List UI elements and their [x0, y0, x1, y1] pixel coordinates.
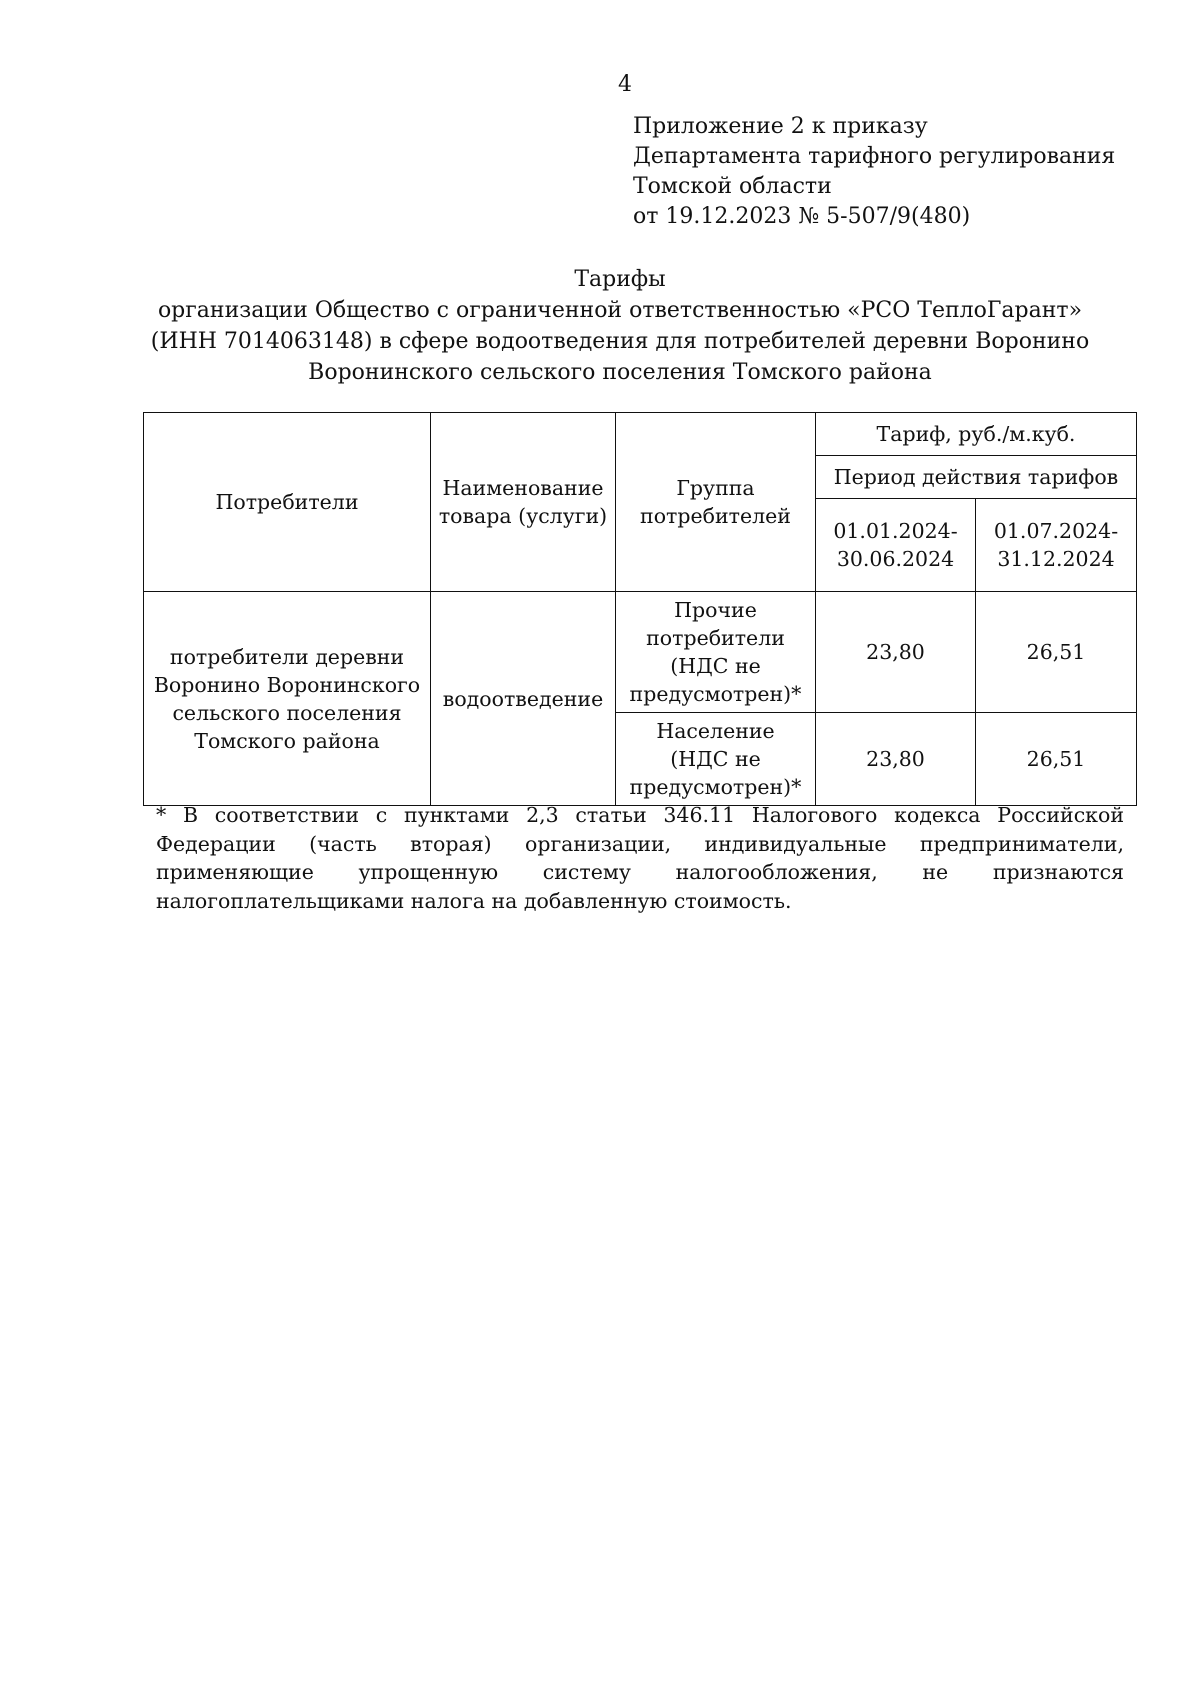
period-line: 30.06.2024 — [836, 547, 955, 571]
group-line: (НДС не — [670, 747, 761, 771]
period-line: 01.07.2024- — [993, 519, 1119, 543]
period-line: 31.12.2024 — [997, 547, 1115, 571]
group-line: предусмотрен)* — [629, 775, 802, 799]
header-period-2 — [976, 499, 1137, 592]
page-number: 4 — [618, 72, 632, 97]
title-line: (ИНН 7014063148) в сфере водоотведения для потребителей деревни Воронино — [150, 329, 1090, 354]
appendix-date-number: от 19.12.2023 № 5-507/9(480) — [633, 204, 971, 229]
title-line: Воронинского сельского поселения Томского района — [308, 360, 932, 385]
table-row — [144, 592, 1137, 713]
header-tariff: Тариф, руб./м.куб. — [816, 413, 1137, 456]
tariff-value: 26,51 — [976, 592, 1137, 713]
header-group-line: Группа — [676, 476, 755, 500]
header-service-line: товара (услуги) — [438, 504, 608, 528]
document-title — [120, 264, 1120, 388]
appendix-line: Томской области — [633, 174, 832, 199]
table-header-row — [144, 413, 1137, 456]
appendix-header — [633, 112, 1115, 232]
title-heading: Тарифы — [574, 267, 666, 292]
consumers-line: Томского района — [194, 728, 380, 753]
appendix-line: Приложение 2 к приказу — [633, 114, 928, 139]
header-service — [431, 413, 616, 592]
service-cell: водоотведение — [431, 592, 616, 806]
group-line: Прочие — [674, 598, 757, 622]
group-line: потребители — [646, 626, 785, 650]
consumers-line: Воронино Воронинского — [153, 672, 421, 697]
appendix-line: Департамента тарифного регулирования — [633, 144, 1116, 169]
consumers-cell — [144, 592, 431, 806]
header-period-1 — [816, 499, 976, 592]
footnote: * В соответствии с пунктами 2,3 статьи 346.11 Налогового кодекса Российской Федерации (часть вторая) организации, индивидуальные предприниматели, применяющие упрощенную систему налогообложения, не признаются налогоплательщиками налога на добавленную стоимость. — [156, 803, 1124, 913]
period-line: 01.01.2024- — [833, 519, 958, 543]
group-cell — [616, 592, 816, 713]
header-group — [616, 413, 816, 592]
group-line: предусмотрен)* — [629, 682, 802, 706]
consumers-line: потребители деревни — [169, 644, 405, 669]
header-group-line: потребителей — [640, 504, 791, 528]
tariff-value: 26,51 — [976, 713, 1137, 806]
header-service-line: Наименование — [442, 476, 604, 500]
tariff-value: 23,80 — [816, 592, 976, 713]
group-cell — [616, 713, 816, 806]
header-consumers: Потребители — [144, 413, 431, 592]
header-period: Период действия тарифов — [816, 456, 1137, 499]
consumers-line: сельского поселения — [172, 700, 402, 725]
group-line: (НДС не — [670, 654, 761, 678]
title-line: организации Общество с ограниченной ответственностью «РСО ТеплоГарант» — [157, 298, 1083, 323]
tariff-value: 23,80 — [816, 713, 976, 806]
tariffs-table — [143, 412, 1137, 806]
group-line: Население — [656, 719, 775, 743]
